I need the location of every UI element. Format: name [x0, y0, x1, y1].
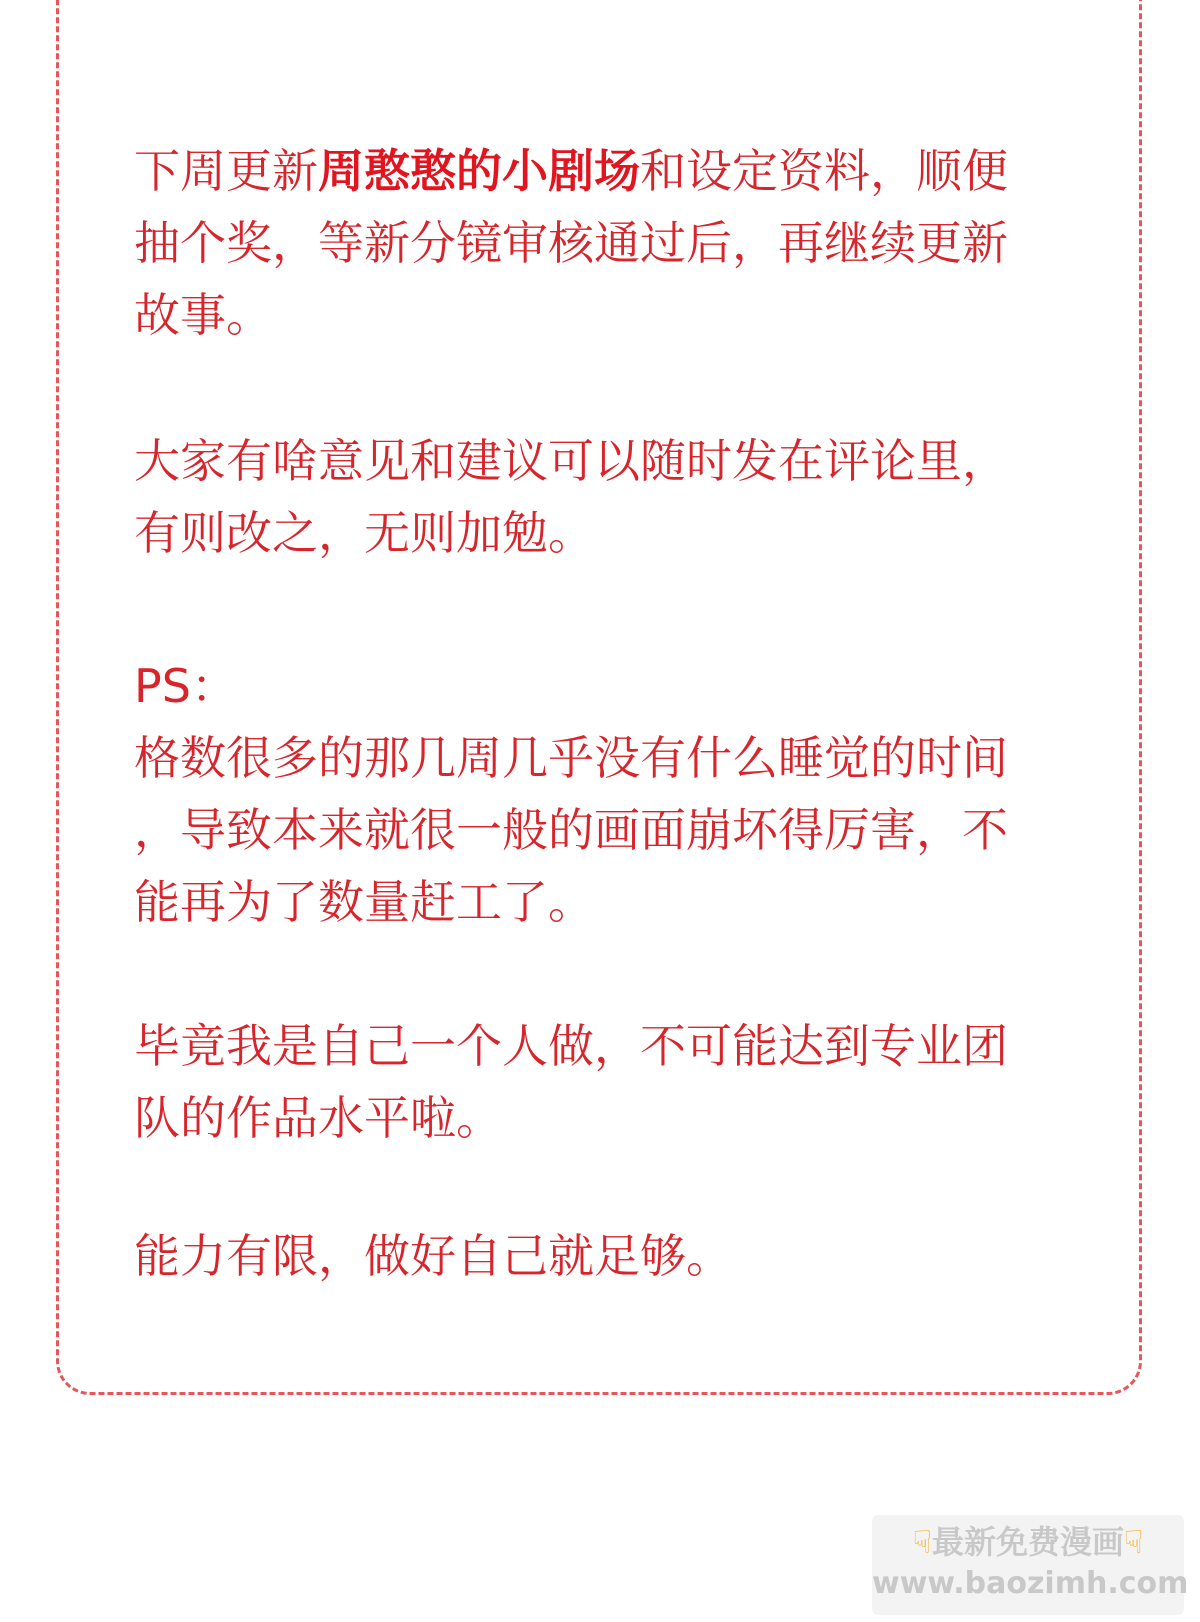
- paragraph-closing: 能力有限，做好自己就足够。: [134, 1229, 732, 1283]
- paragraph-ps: PS： 格数很多的那几周几乎没有什么睡觉的时间 ，导致本来就很一般的画面崩坏得厉害，不 能再为了数量赶工了。: [134, 659, 1008, 929]
- pointing-down-hand-icon: ☟: [912, 1523, 932, 1561]
- paragraph-prefix: 下周更新: [134, 144, 318, 198]
- watermark-url[interactable]: www.baozimh.com: [872, 1566, 1189, 1601]
- paragraph-update-notice: [134, 135, 1074, 351]
- watermark-title-row: [872, 1521, 1184, 1563]
- pointing-down-hand-icon: ☟: [1124, 1523, 1144, 1561]
- paragraph-suffix: 和设定资料，顺便 抽个奖，等新分镜审核通过后，再继续更新 故事。: [134, 144, 1008, 342]
- watermark-badge[interactable]: [872, 1515, 1189, 1615]
- paragraph-feedback: 大家有啥意见和建议可以随时发在评论里， 有则改之，无则加勉。: [134, 434, 1008, 560]
- highlighted-title: 周憨憨的小剧场: [318, 144, 640, 198]
- watermark-title: 最新免费漫画: [931, 1523, 1124, 1561]
- paragraph-solo-work: 毕竟我是自己一个人做，不可能达到专业团 队的作品水平啦。: [134, 1019, 1008, 1145]
